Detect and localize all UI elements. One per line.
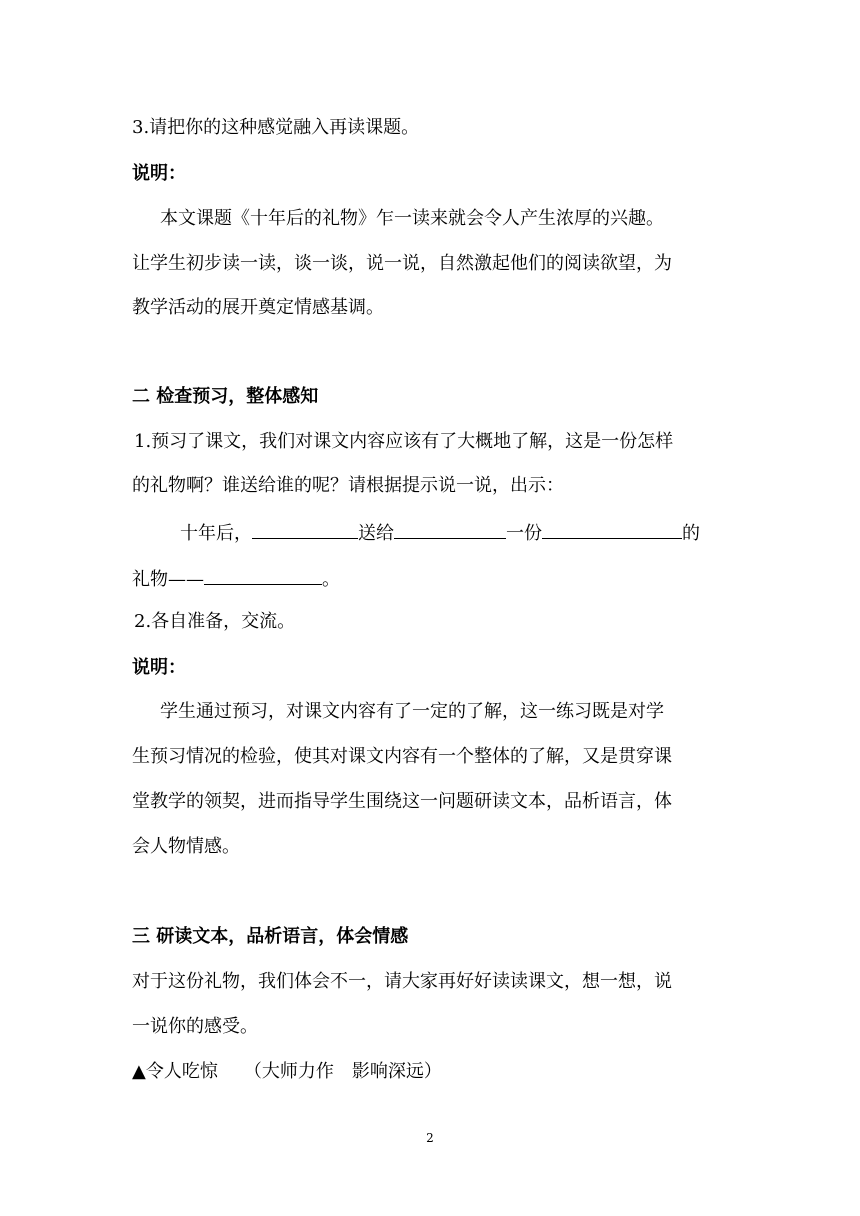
fill-in-blank-line — [132, 566, 732, 592]
fill-text: 的 — [682, 523, 700, 544]
bullet-item — [132, 1060, 732, 1084]
fill-text: 。 — [322, 569, 340, 590]
blank-field — [252, 520, 358, 539]
note-label: 说明： — [132, 163, 186, 184]
paragraph-line: 对于这份礼物，我们体会不一，请大家再好好读读课文，想一想，说 — [132, 971, 672, 992]
fill-text: 礼物—— — [132, 569, 204, 590]
paragraph-line: 学生通过预习，对课文内容有了一定的了解，这一练习既是对学 — [160, 701, 664, 722]
fill-text: 送给 — [358, 523, 394, 544]
paragraph-line: 教学活动的展开奠定情感基调。 — [132, 297, 384, 318]
section-heading: 三 研读文本，品析语言，体会情感 — [132, 926, 409, 947]
paragraph-line: 一说你的感受。 — [132, 1016, 258, 1037]
paragraph-line: 本文课题《十年后的礼物》乍一读来就会令人产生浓厚的兴趣。 — [160, 208, 664, 229]
paragraph-line: 生预习情况的检验，使其对课文内容有一个整体的了解，又是贯穿课 — [132, 746, 672, 767]
bullet-detail: （大师力作 影响深远） — [243, 1061, 442, 1082]
blank-field — [204, 566, 322, 585]
paragraph-line: 的礼物啊？谁送给谁的呢？请根据提示说一说，出示： — [132, 475, 564, 496]
list-item-3: 3.请把你的这种感觉融入再读课题。 — [132, 117, 420, 138]
paragraph-line: 堂教学的领契，进而指导学生围绕这一问题研读文本，品析语言，体 — [132, 791, 672, 812]
page-number: 2 — [426, 1131, 434, 1145]
bullet-label: ▲令人吃惊 — [132, 1061, 218, 1082]
note-label: 说明： — [132, 657, 186, 678]
paragraph-line: 会人物情感。 — [132, 836, 240, 857]
section-heading: 二 检查预习，整体感知 — [132, 386, 319, 407]
list-item-1: 1.预习了课文，我们对课文内容应该有了大概地了解，这是一份怎样 — [134, 431, 674, 452]
blank-field — [394, 520, 506, 539]
fill-in-blank-line — [180, 520, 780, 546]
fill-text: 十年后， — [180, 523, 252, 544]
list-item-2: 2.各自准备，交流。 — [134, 611, 296, 632]
blank-field — [542, 520, 682, 539]
paragraph-line: 让学生初步读一读，谈一谈，说一说，自然激起他们的阅读欲望，为 — [132, 253, 672, 274]
fill-text: 一份 — [506, 523, 542, 544]
